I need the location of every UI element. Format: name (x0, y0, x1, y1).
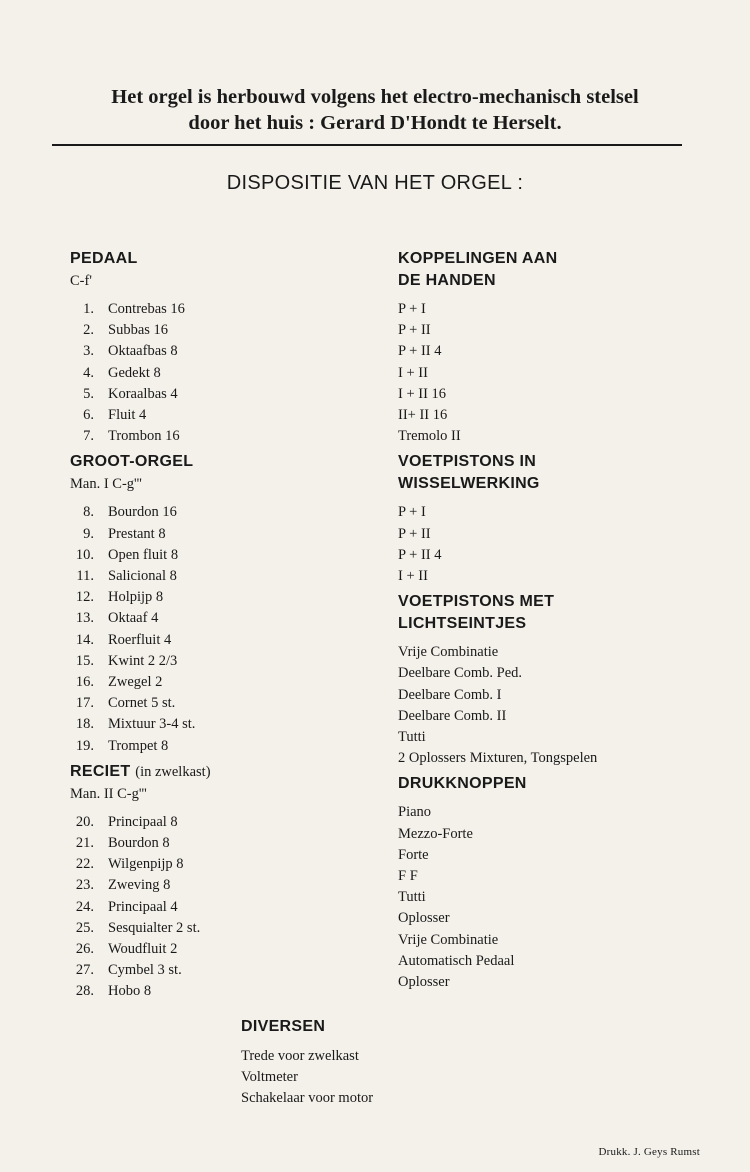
list-item (70, 714, 390, 735)
stop-name: Cymbel 3 st. (108, 962, 182, 979)
header-line-1: Het orgel is herbouwd volgens het electro-mechanisch stelsel (111, 86, 639, 108)
section-title-groot-orgel: GROOT-ORGEL (70, 453, 194, 471)
list-item (70, 608, 390, 629)
list-item (70, 918, 390, 939)
stop-number: 14. (75, 631, 94, 648)
stop-number: 22. (75, 856, 94, 873)
stop-name: Oktaafbas 8 (108, 343, 178, 360)
divider-rule (52, 144, 682, 146)
stop-name: Open fluit 8 (108, 546, 179, 563)
item-list-koppelingen (398, 299, 728, 447)
list-item (70, 341, 390, 362)
stop-number: 26. (75, 941, 94, 958)
list-item (70, 405, 390, 426)
list-item (70, 299, 390, 320)
list-item (70, 833, 390, 854)
list-item (70, 854, 390, 875)
stop-number: 7. (83, 428, 94, 445)
list-item: P + II 4 (398, 343, 442, 360)
list-item: Vrije Combinatie (398, 644, 499, 661)
stop-number: 25. (75, 919, 94, 936)
stop-list-groot-orgel (70, 502, 390, 756)
stop-number: 20. (75, 813, 94, 830)
list-item: P + I (398, 504, 426, 521)
range-groot-orgel: Man. I C-g''' (70, 476, 142, 493)
stop-name: Oktaaf 4 (108, 610, 159, 627)
stop-name: Trombon 16 (108, 428, 180, 445)
section-title-reciet (70, 761, 390, 783)
koppelingen-title-line-2: DE HANDEN (398, 272, 496, 289)
stop-number: 19. (75, 737, 94, 754)
diversen-section (241, 1016, 373, 1114)
stop-number: 16. (75, 674, 94, 691)
list-item: Schakelaar voor motor (241, 1090, 374, 1107)
stop-number: 1. (83, 301, 94, 317)
list-item (70, 502, 390, 523)
voetpistons-licht-title-line-1: VOETPISTONS MET (398, 593, 555, 611)
list-item (70, 812, 390, 833)
section-title-voetpistons-wissel (398, 451, 728, 495)
list-item: P + II (398, 525, 431, 542)
section-title-voetpistons-licht (398, 591, 728, 635)
stop-number: 2. (83, 322, 94, 339)
list-item (70, 384, 390, 405)
list-item: Oplosser (398, 974, 450, 991)
stop-list-pedaal (70, 299, 390, 447)
stop-number: 9. (83, 525, 94, 542)
range-pedaal: C-f' (70, 273, 92, 289)
right-column (398, 248, 728, 997)
voetpistons-wissel-title-line-2: WISSELWERKING (398, 475, 540, 493)
list-item (70, 363, 390, 384)
list-item (70, 981, 390, 1002)
stop-name: Zwegel 2 (108, 674, 163, 691)
stop-name: Principaal 4 (108, 898, 178, 915)
stop-name: Wilgenpijp 8 (108, 856, 184, 873)
stop-number: 13. (75, 610, 94, 627)
section-title-pedaal: PEDAAL (70, 250, 138, 267)
stop-name: Holpijp 8 (108, 589, 164, 606)
printer-credit: Drukk. J. Geys Rumst (598, 1146, 700, 1158)
list-item: Oplosser (398, 910, 450, 927)
list-item: Deelbare Comb. I (398, 686, 502, 703)
stop-name: Roerfluit 4 (108, 631, 172, 648)
item-list-diversen (241, 1046, 373, 1110)
list-item (70, 566, 390, 587)
stop-name: Prestant 8 (108, 525, 166, 542)
stop-name: Gedekt 8 (108, 364, 161, 381)
item-list-voetpistons-wissel (398, 502, 728, 587)
stop-number: 15. (75, 652, 94, 669)
list-item (70, 875, 390, 896)
stop-number: 4. (83, 364, 94, 381)
list-item: Trede voor zwelkast (241, 1048, 359, 1064)
list-item: P + I (398, 301, 426, 317)
stop-name: Zweving 8 (108, 877, 171, 894)
list-item: 2 Oplossers Mixturen, Tongspelen (398, 750, 598, 767)
list-item (70, 587, 390, 608)
stop-number: 5. (83, 385, 94, 402)
stop-name: Bourdon 8 (108, 835, 170, 852)
list-item: F F (398, 868, 418, 885)
item-list-voetpistons-licht (398, 642, 728, 769)
list-item (70, 630, 390, 651)
stop-name: Hobo 8 (108, 983, 152, 1000)
list-item (70, 960, 390, 981)
reciet-note: (in zwelkast) (135, 763, 211, 780)
list-item (70, 524, 390, 545)
stop-name: Salicional 8 (108, 568, 177, 585)
item-list-drukknoppen (398, 802, 728, 993)
list-item: Deelbare Comb. II (398, 707, 507, 724)
list-item (70, 545, 390, 566)
stop-number: 21. (75, 835, 94, 852)
header-line-2: door het huis : Gerard D'Hondt te Herselt. (188, 112, 562, 134)
list-item: Voltmeter (241, 1069, 298, 1086)
stop-name: Kwint 2 2/3 (108, 652, 178, 669)
list-item: II+ II 16 (398, 407, 448, 424)
list-item: Mezzo-Forte (398, 825, 473, 842)
stop-number: 23. (75, 877, 94, 894)
stop-number: 18. (75, 716, 94, 733)
range-reciet: Man. II C-g''' (70, 785, 147, 802)
stop-number: 11. (76, 568, 94, 585)
list-item (70, 897, 390, 918)
voetpistons-wissel-title-line-1: VOETPISTONS IN (398, 453, 537, 471)
list-item (70, 693, 390, 714)
left-column (70, 248, 390, 1007)
list-item: Tutti (398, 889, 426, 906)
stop-name: Bourdon 16 (108, 504, 177, 521)
page-title: DISPOSITIE VAN HET ORGEL : (226, 172, 524, 194)
stop-number: 10. (75, 546, 94, 563)
list-item: Tremolo II (398, 428, 461, 445)
list-item (70, 651, 390, 672)
list-item: Piano (398, 804, 432, 821)
stop-name: Sesquialter 2 st. (108, 919, 201, 936)
list-item: Tutti (398, 729, 426, 746)
list-item: Deelbare Comb. Ped. (398, 665, 523, 682)
koppelingen-title-line-1: KOPPELINGEN AAN (398, 250, 558, 267)
list-item: I + II 16 (398, 385, 447, 402)
list-item (70, 320, 390, 341)
list-item (70, 672, 390, 693)
stop-number: 8. (83, 504, 94, 521)
stop-name: Woudfluit 2 (108, 941, 178, 958)
header (40, 84, 710, 136)
section-title-drukknoppen: DRUKKNOPPEN (398, 775, 527, 793)
stop-name: Contrebas 16 (108, 301, 185, 317)
list-item: P + II 4 (398, 546, 442, 563)
list-item (70, 736, 390, 757)
list-item: Forte (398, 846, 429, 863)
stop-number: 6. (83, 407, 94, 424)
stop-name: Trompet 8 (108, 737, 169, 754)
list-item: Vrije Combinatie (398, 931, 499, 948)
reciet-title: RECIET (70, 762, 131, 780)
stop-list-reciet (70, 812, 390, 1003)
stop-name: Koraalbas 4 (108, 385, 178, 402)
stop-name: Subbas 16 (108, 322, 169, 339)
stop-number: 12. (75, 589, 94, 606)
stop-name: Mixtuur 3-4 st. (108, 716, 196, 733)
section-title-koppelingen (398, 248, 728, 292)
stop-number: 27. (75, 962, 94, 979)
stop-number: 24. (75, 898, 94, 915)
stop-number: 28. (75, 983, 94, 1000)
stop-name: Fluit 4 (108, 407, 147, 424)
section-title-diversen: DIVERSEN (241, 1018, 326, 1035)
list-item (70, 939, 390, 960)
list-item (70, 426, 390, 447)
stop-number: 3. (83, 343, 94, 360)
voetpistons-licht-title-line-2: LICHTSEINTJES (398, 615, 527, 633)
stop-number: 17. (75, 695, 94, 712)
stop-name: Principaal 8 (108, 813, 178, 830)
list-item: I + II (398, 568, 428, 585)
list-item: I + II (398, 364, 428, 381)
list-item: Automatisch Pedaal (398, 952, 515, 969)
stop-name: Cornet 5 st. (108, 695, 176, 712)
list-item: P + II (398, 322, 431, 339)
